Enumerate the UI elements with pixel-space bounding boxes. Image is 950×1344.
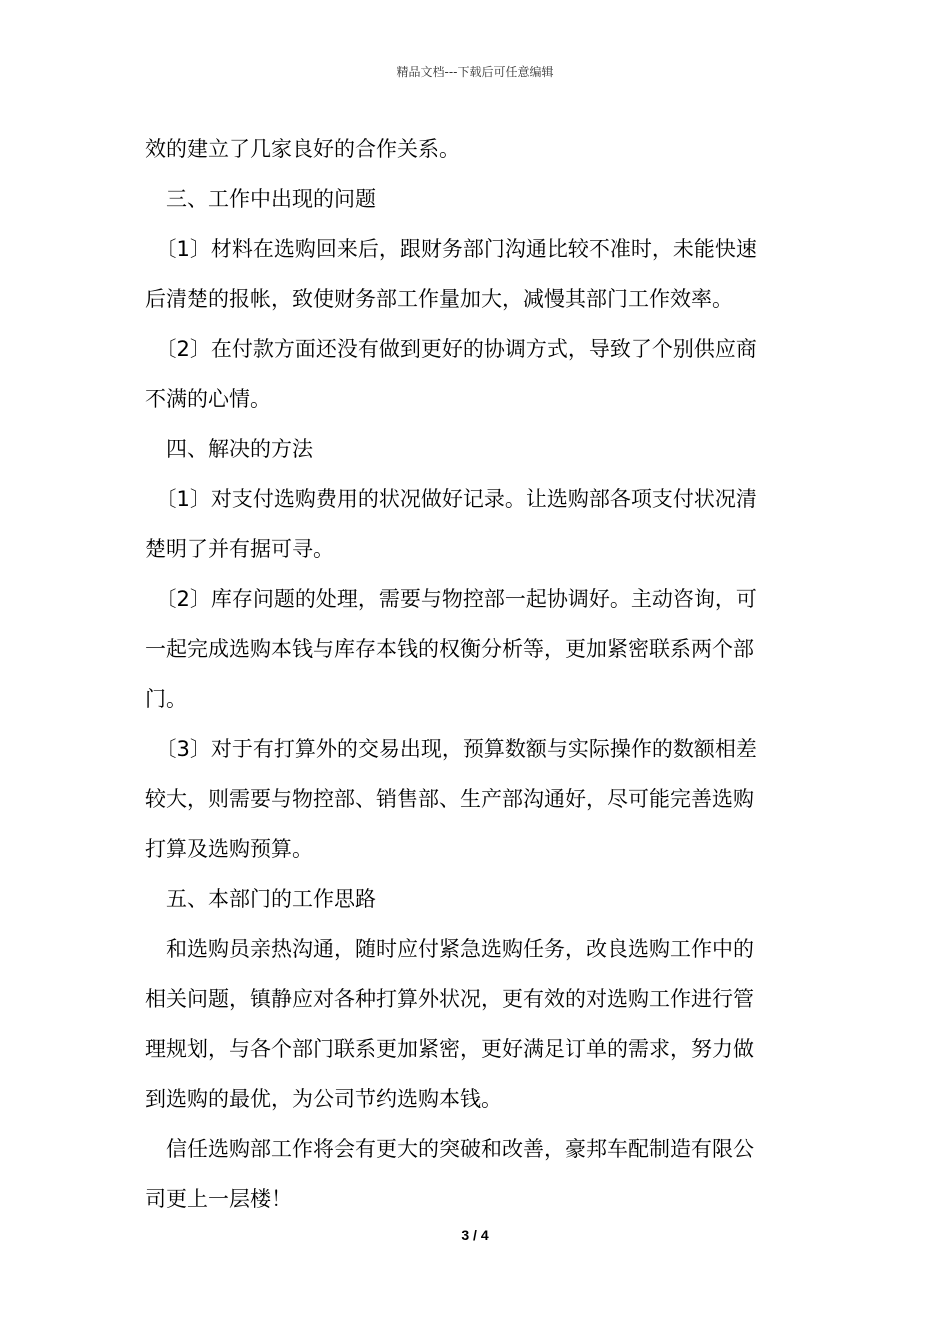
text-line: 理规划，与各个部门联系更加紧密，更好满足订单的需求，努力做 [145,1037,754,1061]
text-line: 不满的心情。 [145,387,271,411]
body-paragraph [145,124,807,174]
text-line: 三、工作中出现的问题 [145,187,376,211]
text-line: 信任选购部工作将会有更大的突破和改善，豪邦车配制造有限公 [145,1137,754,1161]
page-header: 精品文档---下载后可任意编辑 [396,65,554,79]
text-line: 〔2〕在付款方面还没有做到更好的协调方式，导致了个别供应商 [145,337,757,361]
page-number: 3 / 4 [461,1227,489,1243]
text-line: 相关问题，镇静应对各种打算外状况，更有效的对选购工作进行管 [145,987,754,1011]
section-heading-problems [145,174,807,224]
section-heading-work-plan [145,874,807,924]
text-line: 打算及选购预算。 [145,837,313,861]
text-line: 效的建立了几家良好的合作关系。 [145,137,460,161]
text-line: 到选购的最优，为公司节约选购本钱。 [145,1087,502,1111]
text-line: 〔1〕材料在选购回来后，跟财务部门沟通比较不准时，未能快速 [145,237,757,261]
text-line: 〔2〕库存问题的处理，需要与物控部一起协调好。主动咨询，可 [145,587,757,611]
body-paragraph [145,574,807,724]
text-line: 〔3〕对于有打算外的交易出现，预算数额与实际操作的数额相差 [145,737,757,761]
text-line: 门。 [145,687,187,711]
text-line: 〔1〕对支付选购费用的状况做好记录。让选购部各项支付状况清 [145,487,757,511]
document-body [145,124,807,1224]
text-line: 四、解决的方法 [145,437,313,461]
body-paragraph [145,324,807,424]
body-paragraph [145,474,807,574]
body-paragraph [145,924,807,1124]
text-line: 司更上一层楼！ [145,1187,292,1211]
body-paragraph [145,724,807,874]
text-line: 五、本部门的工作思路 [145,887,376,911]
body-paragraph [145,224,807,324]
text-line: 楚明了并有据可寻。 [145,537,334,561]
text-line: 后清楚的报帐，致使财务部工作量加大，减慢其部门工作效率。 [145,287,733,311]
text-line: 较大，则需要与物控部、销售部、生产部沟通好，尽可能完善选购 [145,787,754,811]
body-paragraph [145,1124,807,1224]
text-line: 和选购员亲热沟通，随时应付紧急选购任务，改良选购工作中的 [145,937,754,961]
section-heading-solutions [145,424,807,474]
text-line: 一起完成选购本钱与库存本钱的权衡分析等，更加紧密联系两个部 [145,637,754,661]
